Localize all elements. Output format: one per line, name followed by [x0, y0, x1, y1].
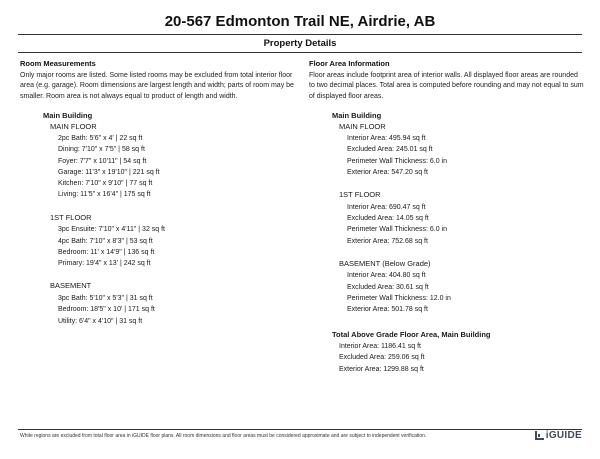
area-building-heading: Main Building [332, 111, 382, 120]
list-item: Perimeter Wall Thickness: 6.0 in [347, 157, 447, 165]
list-item: Perimeter Wall Thickness: 6.0 in [347, 226, 447, 234]
title-divider [18, 34, 582, 35]
room-building-heading: Main Building [43, 111, 93, 120]
list-item: Interior Area: 690.47 sq ft [347, 203, 426, 211]
list-item: 3pc Bath: 5'10" x 5'3" | 31 sq ft [58, 294, 153, 302]
floor-area-section [309, 59, 584, 375]
list-item: Perimeter Wall Thickness: 12.0 in [347, 294, 451, 302]
list-item: Foyer: 7'7" x 10'11" | 54 sq ft [58, 157, 147, 165]
page-subtitle: Property Details [263, 38, 337, 49]
subtitle-divider [18, 52, 582, 53]
total-area-heading: Total Above Grade Floor Area, Main Building [332, 329, 491, 339]
area-floor-heading: 1ST FLOOR [339, 190, 381, 200]
list-item: Utility: 6'4" x 4'10" | 31 sq ft [58, 317, 143, 325]
list-item: 2pc Bath: 5'6" x 4' | 22 sq ft [58, 135, 143, 142]
footer-divider [18, 429, 582, 430]
total-area-list [332, 341, 584, 375]
area-floor-heading: MAIN FLOOR [339, 121, 386, 131]
list-item: Excluded Area: 30.61 sq ft [347, 283, 429, 291]
list-item: 3pc Ensuite: 7'10" x 4'11" | 32 sq ft [58, 226, 166, 234]
list-item: Exterior Area: 1299.88 sq ft [339, 365, 424, 373]
list-item: Excluded Area: 14.05 sq ft [347, 214, 429, 222]
list-item: Kitchen: 7'10" x 9'10" | 77 sq ft [58, 180, 153, 188]
room-measurements-heading: Room Measurements [20, 59, 96, 68]
room-list [50, 293, 300, 327]
room-list [50, 224, 300, 269]
footer-disclaimer: White regions are excluded from total floor area in iGUIDE floor plans. All room dimensions and floor areas must be considered approximate and are subject to independent verification. [20, 433, 427, 439]
list-item: Exterior Area: 752.68 sq ft [347, 237, 428, 245]
area-list [339, 133, 584, 178]
list-item: Excluded Area: 245.01 sq ft [347, 146, 433, 154]
room-floor-heading: MAIN FLOOR [50, 121, 97, 131]
area-list [339, 202, 584, 247]
iguide-logo [535, 430, 582, 441]
list-item: Garage: 11'3" x 19'10" | 221 sq ft [58, 168, 160, 176]
list-item: Bedroom: 18'5" x 10' | 171 sq ft [58, 306, 155, 314]
list-item: Primary: 19'4" x 13' | 242 sq ft [58, 260, 151, 268]
floor-area-heading: Floor Area Information [309, 59, 390, 68]
room-measurements-section [20, 59, 300, 327]
list-item: Dining: 7'10" x 7'5" | 58 sq ft [58, 146, 145, 154]
floor-area-note: Floor areas include footprint area of interior walls. All displayed floor areas are rounded to two decimal places. Total area is computed before rounding and may not equal to sum of displayed floor areas. [309, 71, 584, 100]
page-title: 20-567 Edmonton Trail NE, Airdrie, AB [164, 13, 436, 30]
list-item: Interior Area: 404.80 sq ft [347, 272, 426, 280]
list-item: 4pc Bath: 7'10" x 8'3" | 53 sq ft [58, 237, 153, 245]
list-item: Living: 11'5" x 16'4" | 175 sq ft [58, 191, 151, 199]
area-list [339, 270, 584, 315]
room-list [50, 133, 300, 201]
list-item: Exterior Area: 501.78 sq ft [347, 306, 428, 314]
room-floor-heading: 1ST FLOOR [50, 212, 92, 222]
list-item: Exterior Area: 547.20 sq ft [347, 168, 428, 176]
iguide-logo-text: iGUIDE [545, 430, 582, 441]
list-item: Bedroom: 11' x 14'9" | 136 sq ft [58, 248, 155, 256]
list-item: Interior Area: 495.94 sq ft [347, 135, 426, 142]
list-item: Excluded Area: 259.06 sq ft [339, 354, 425, 362]
iguide-logo-icon [535, 431, 544, 440]
list-item: Interior Area: 1186.41 sq ft [339, 343, 421, 351]
area-floor-heading: BASEMENT (Below Grade) [339, 258, 431, 268]
room-floor-heading: BASEMENT [50, 281, 92, 291]
room-measurements-note: Only major rooms are listed. Some listed rooms may be excluded from total interior floor area (e.g. garage). Room dimensions are largest length and width; parts of room may be smaller. Room area is not always equal to product of length and width. [20, 71, 294, 100]
